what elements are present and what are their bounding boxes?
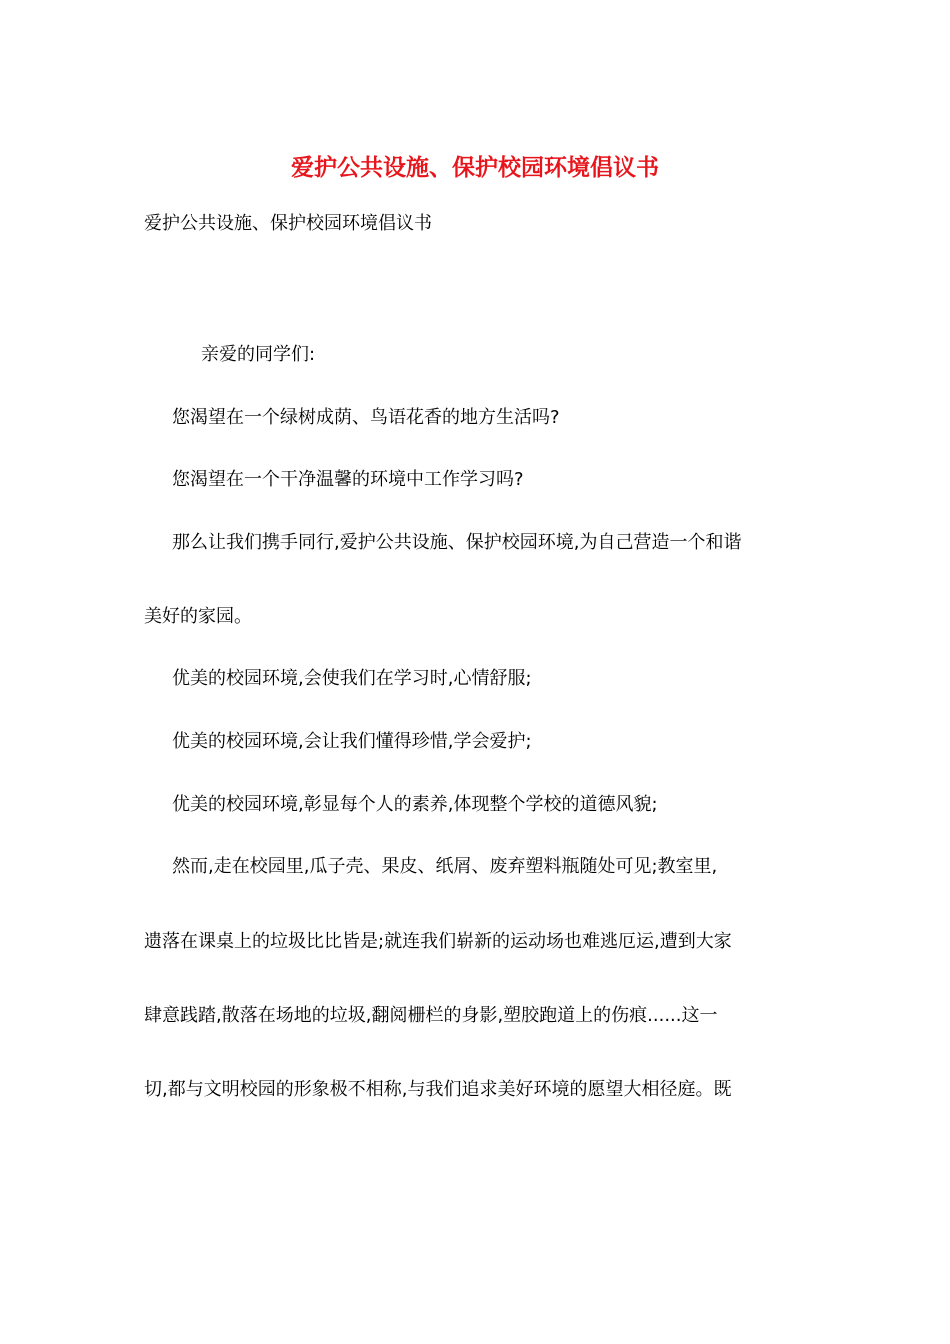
paragraph-line: 然而,走在校园里,瓜子壳、果皮、纸屑、废弃塑料瓶随处可见;教室里,	[172, 856, 718, 877]
greeting: 亲爱的同学们:	[201, 344, 316, 365]
paragraph-line: 您渴望在一个干净温馨的环境中工作学习吗?	[172, 469, 524, 490]
paragraph-line: 优美的校园环境,会使我们在学习时,心情舒服;	[172, 668, 532, 689]
document-title: 爱护公共设施、保护校园环境倡议书	[291, 154, 659, 181]
paragraph-line: 优美的校园环境,会让我们懂得珍惜,学会爱护;	[172, 731, 532, 752]
paragraph-line: 切,都与文明校园的形象极不相称,与我们追求美好环境的愿望大相径庭。既	[144, 1079, 732, 1100]
paragraph-line: 您渴望在一个绿树成荫、鸟语花香的地方生活吗?	[172, 407, 560, 428]
paragraph-line: 优美的校园环境,彰显每个人的素养,体现整个学校的道德风貌;	[172, 794, 658, 815]
paragraph-line: 那么让我们携手同行,爱护公共设施、保护校园环境,为自己营造一个和谐	[172, 532, 742, 553]
document-subtitle: 爱护公共设施、保护校园环境倡议书	[144, 213, 432, 234]
paragraph-line: 美好的家园。	[144, 606, 252, 627]
paragraph-line: 遗落在课桌上的垃圾比比皆是;就连我们崭新的运动场也难逃厄运,遭到大家	[144, 931, 732, 952]
paragraph-line: 肆意践踏,散落在场地的垃圾,翻阅栅栏的身影,塑胶跑道上的伤痕......这一	[144, 1005, 718, 1026]
